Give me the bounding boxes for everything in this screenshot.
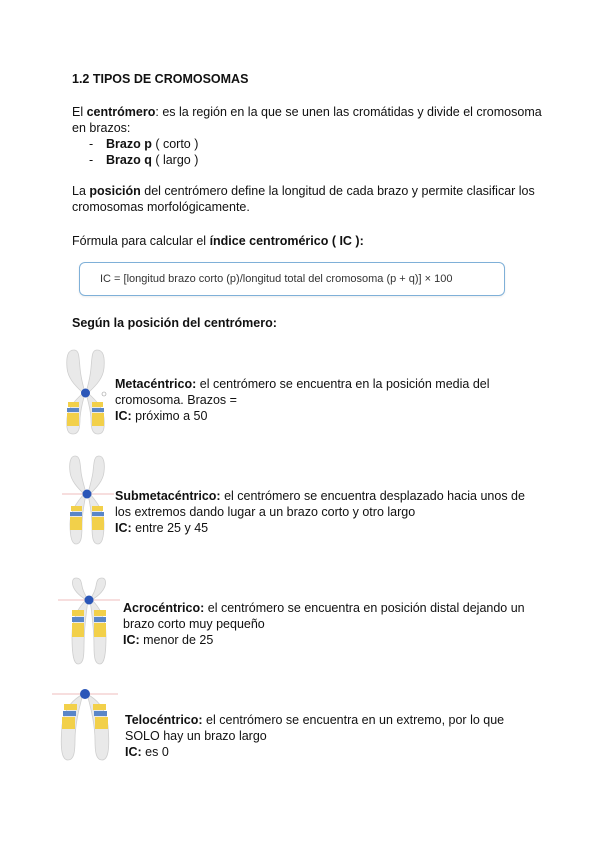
- telocentric-chromosome-image: [52, 684, 118, 764]
- centromere-dot: [81, 389, 90, 398]
- arm-note: ( largo ): [151, 153, 199, 167]
- type-line2: cromosoma. Brazos =: [115, 393, 237, 407]
- submetacentric-chromosome-image: [62, 454, 114, 546]
- metacentric-chromosome-image: [60, 348, 114, 436]
- ic-label: IC:: [125, 745, 142, 759]
- centromere-dot: [85, 596, 94, 605]
- acrocentric-description: [123, 600, 543, 648]
- band-yellow: [67, 413, 79, 426]
- type-line1: el centrómero se encuentra en posición distal dejando un: [204, 601, 525, 615]
- band-yellow: [72, 610, 84, 616]
- mark-circle: [102, 392, 106, 396]
- arms-list: [72, 136, 542, 168]
- arm-name: Brazo p: [106, 137, 152, 151]
- type-line1: el centrómero se encuentra en un extremo, por lo que: [202, 713, 505, 727]
- position-paragraph: [72, 183, 542, 215]
- band-yellow: [92, 506, 103, 511]
- ic-label: IC:: [123, 633, 140, 647]
- arm-note: ( corto ): [151, 137, 199, 151]
- band-yellow: [68, 402, 79, 407]
- section-heading: 1.2 TIPOS DE CROMOSOMAS: [72, 72, 249, 86]
- type-name: Submetacéntrico:: [115, 489, 221, 503]
- telocentric-description: [125, 712, 545, 760]
- arm-item-p: [72, 136, 542, 152]
- type-line2: los extremos dando lugar a un brazo corto y otro largo: [115, 505, 416, 519]
- band-blue: [94, 711, 107, 716]
- band-yellow: [72, 623, 84, 637]
- position-line1: del centrómero define la longitud de cada brazo y permite clasificar los: [140, 184, 535, 198]
- band-blue: [92, 408, 104, 412]
- formula-box: [79, 262, 505, 296]
- centromere-line1: : es la región en la que se unen las cromátidas y divide el cromosoma: [155, 105, 542, 119]
- band-yellow: [92, 413, 104, 426]
- arm-name: Brazo q: [106, 153, 152, 167]
- band-blue: [67, 408, 79, 412]
- band-yellow: [92, 517, 104, 530]
- type-line1: el centrómero se encuentra desplazado hacia unos de: [220, 489, 525, 503]
- centromere-paragraph: [72, 104, 542, 168]
- band-blue: [94, 617, 106, 622]
- band-blue: [72, 617, 84, 622]
- ic-value: menor de 25: [139, 633, 214, 647]
- centromere-prefix: El: [72, 105, 87, 119]
- position-line2: cromosomas morfológicamente.: [72, 200, 250, 214]
- formula-intro-term: índice centromérico ( IC ):: [209, 234, 364, 248]
- position-term: posición: [89, 184, 141, 198]
- type-name: Telocéntrico:: [125, 713, 203, 727]
- type-name: Acrocéntrico:: [123, 601, 205, 615]
- centromere-dot: [80, 689, 90, 699]
- band-yellow: [93, 704, 106, 710]
- ic-label: IC:: [115, 409, 132, 423]
- arm-item-q: [72, 152, 542, 168]
- type-line2: brazo corto muy pequeño: [123, 617, 265, 631]
- ic-label: IC:: [115, 521, 132, 535]
- acrocentric-chromosome-image: [58, 574, 120, 666]
- centromere-line2: en brazos:: [72, 121, 131, 135]
- centromere-term: centrómero: [86, 105, 156, 119]
- band-yellow: [94, 610, 106, 616]
- type-line2: SOLO hay un brazo largo: [125, 729, 267, 743]
- chromatid-right: [88, 456, 104, 544]
- metacentric-description: [115, 376, 535, 424]
- band-yellow: [62, 717, 75, 729]
- formula-intro-text: Fórmula para calcular el: [72, 234, 210, 248]
- band-yellow: [70, 517, 82, 530]
- band-yellow: [71, 506, 82, 511]
- ic-value: es 0: [141, 745, 169, 759]
- band-yellow: [92, 402, 103, 407]
- formula-text: IC = [longitud brazo corto (p)/longitud total del cromosoma (p + q)] × 100: [100, 273, 453, 285]
- formula-intro: [72, 233, 364, 249]
- ic-value: próximo a 50: [131, 409, 208, 423]
- chromatid-left: [70, 456, 86, 544]
- band-blue: [92, 512, 104, 516]
- band-yellow: [94, 623, 106, 637]
- band-yellow: [64, 704, 77, 710]
- band-yellow: [95, 717, 108, 729]
- centromere-dot: [83, 490, 92, 499]
- position-prefix: La: [72, 184, 90, 198]
- band-blue: [63, 711, 76, 716]
- ic-value: entre 25 y 45: [131, 521, 209, 535]
- band-blue: [70, 512, 82, 516]
- type-line1: el centrómero se encuentra en la posición media del: [196, 377, 490, 391]
- classification-heading: Según la posición del centrómero:: [72, 316, 277, 330]
- type-name: Metacéntrico:: [115, 377, 197, 391]
- submetacentric-description: [115, 488, 535, 536]
